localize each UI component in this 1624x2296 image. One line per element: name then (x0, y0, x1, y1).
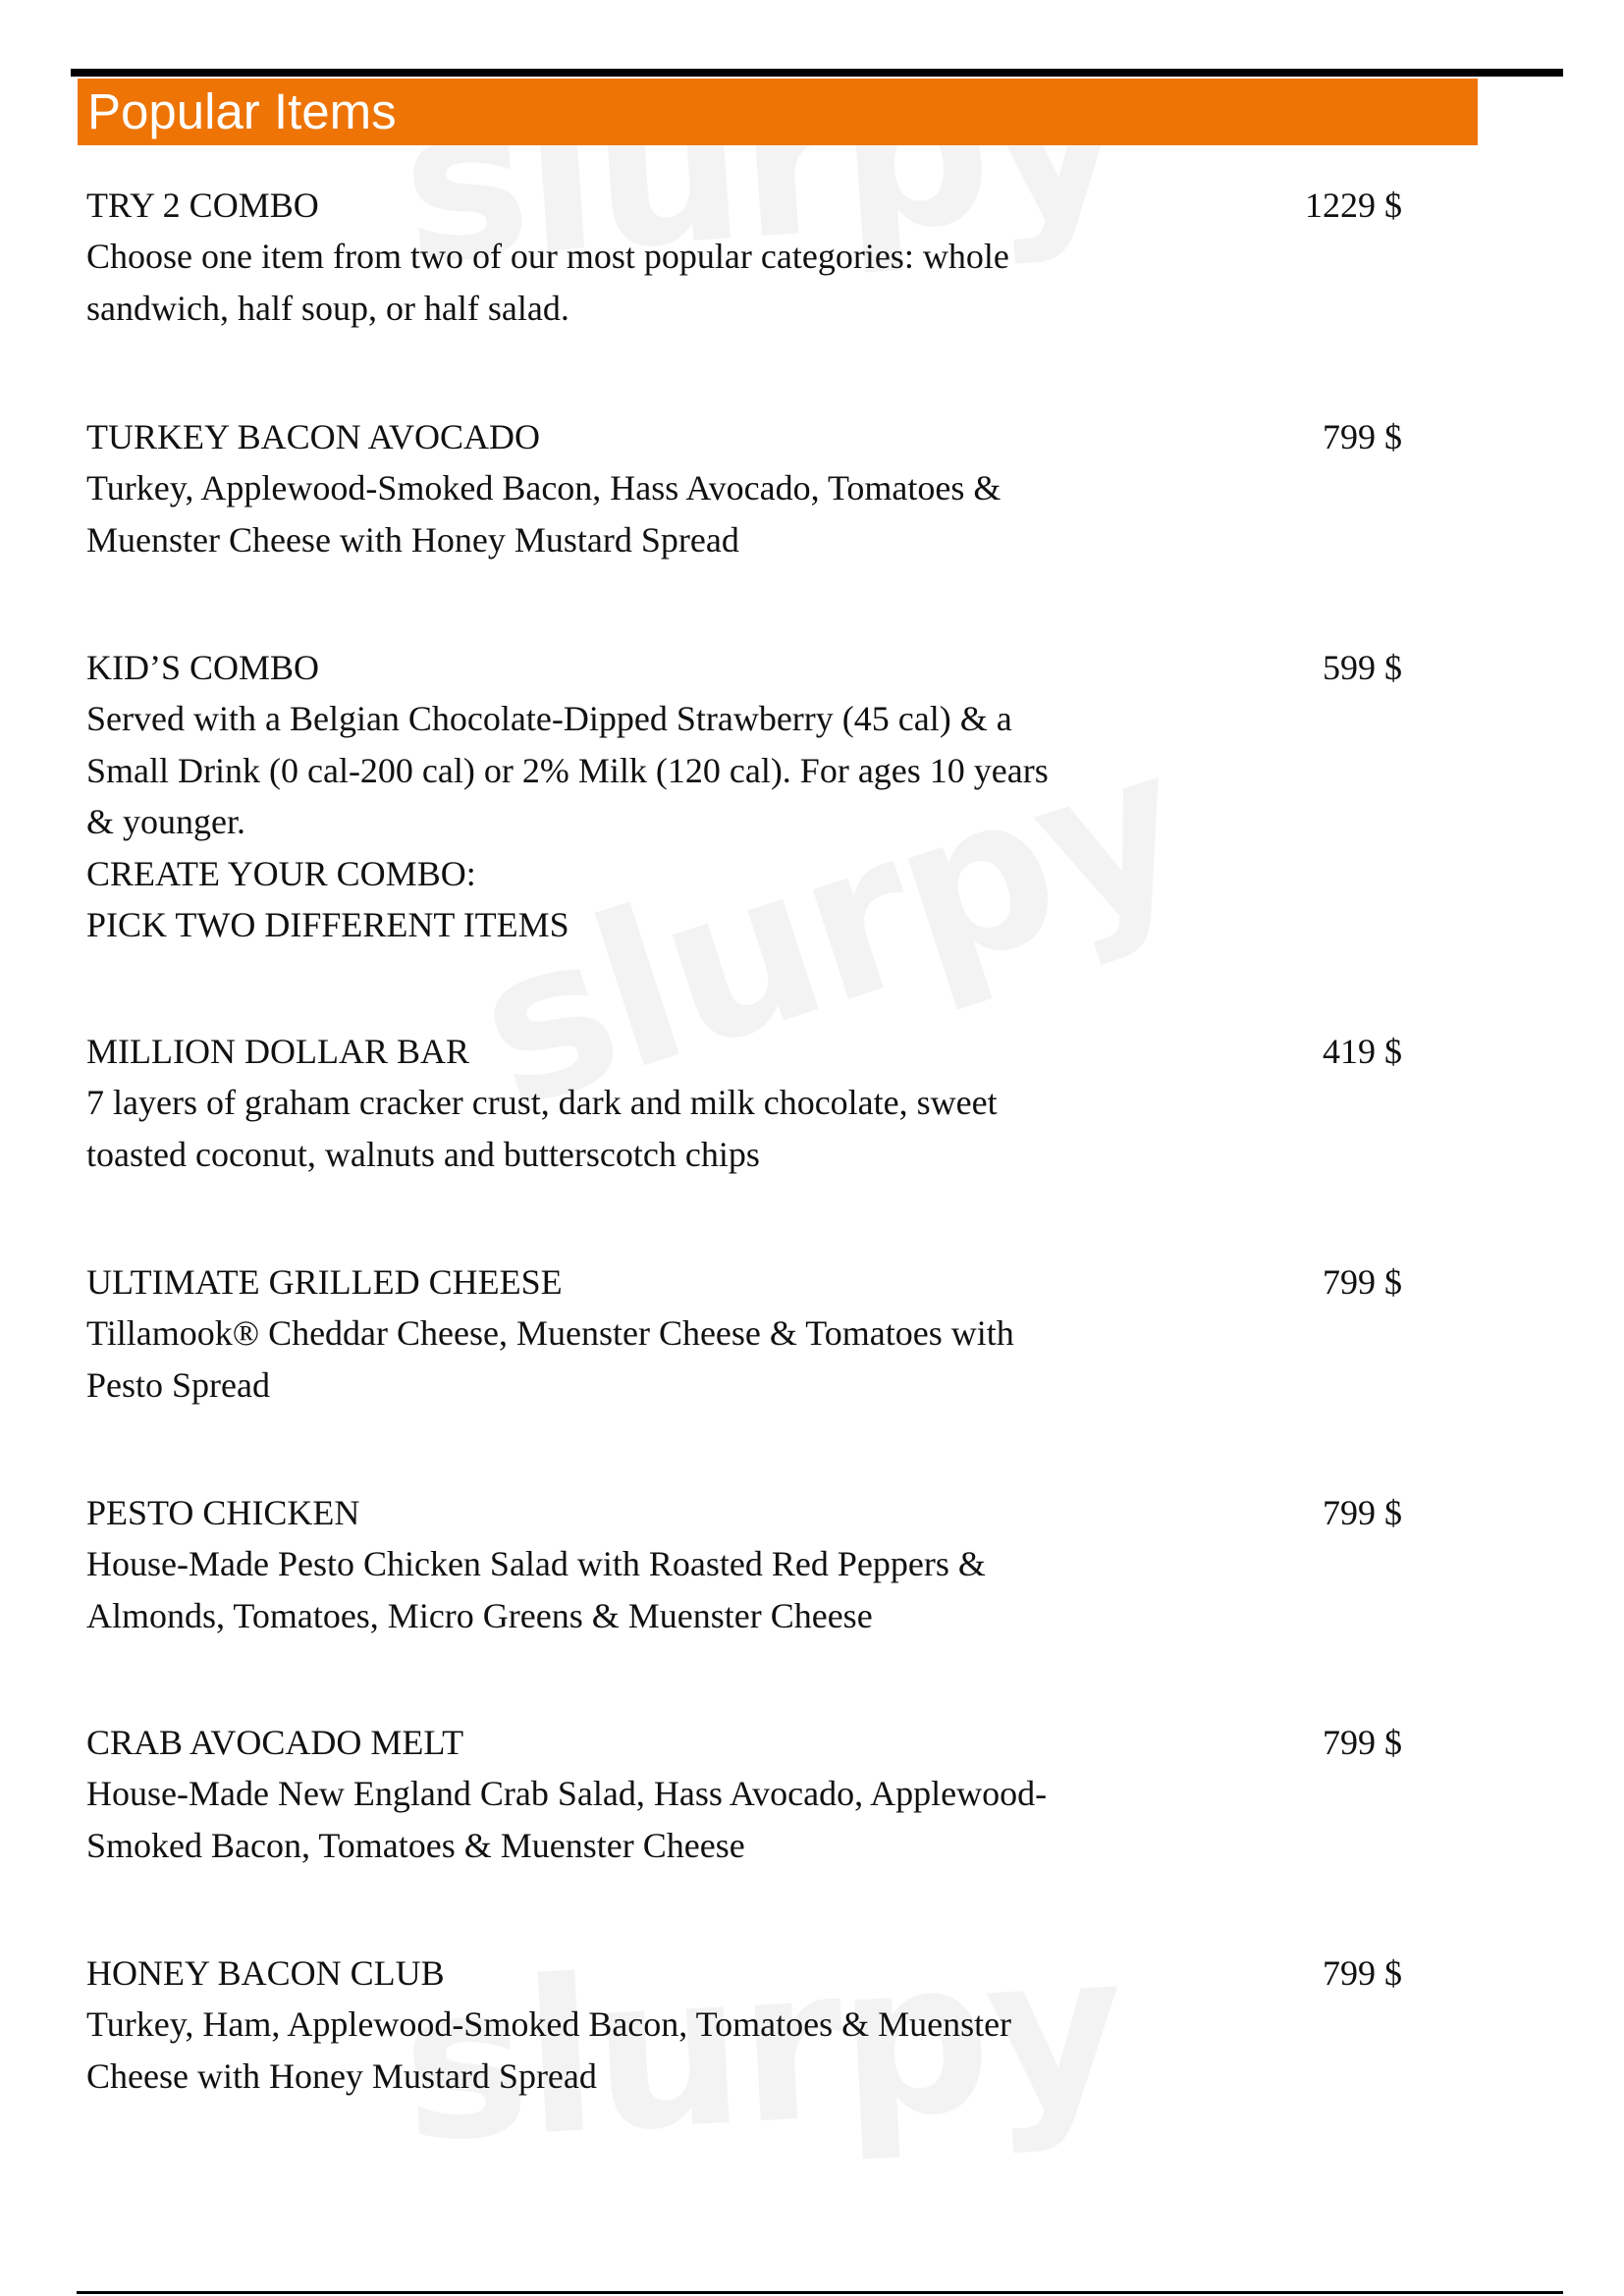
item-description (86, 1768, 1245, 1871)
description-line: Turkey, Ham, Applewood-Smoked Bacon, Tomatoes & Muenster (86, 2004, 1012, 2044)
section-title: Popular Items (87, 83, 397, 139)
item-price: 799 $ (1323, 1262, 1402, 1302)
item-description (86, 462, 1245, 565)
item-name: TRY 2 COMBO (86, 186, 319, 225)
description-line: Pesto Spread (86, 1364, 270, 1405)
description-line: Muenster Cheese with Honey Mustard Spread (86, 519, 739, 560)
item-description (86, 1077, 1245, 1180)
item-price: 599 $ (1323, 648, 1402, 687)
section-header (78, 79, 1478, 145)
item-name: KID’S COMBO (86, 648, 320, 687)
item-name: PESTO CHICKEN (86, 1493, 360, 1532)
item-description (86, 231, 1245, 334)
item-description (86, 1538, 1245, 1641)
item-name: MILLION DOLLAR BAR (86, 1032, 469, 1071)
description-line: 7 layers of graham cracker crust, dark and milk chocolate, sweet (86, 1083, 998, 1122)
description-line: & younger. (86, 802, 245, 841)
description-line: Smoked Bacon, Tomatoes & Muenster Cheese (86, 1825, 745, 1865)
item-price: 799 $ (1323, 417, 1402, 456)
description-line: House-Made Pesto Chicken Salad with Roasted Red Peppers & (86, 1544, 986, 1583)
item-name: ULTIMATE GRILLED CHEESE (86, 1262, 563, 1302)
item-price: 799 $ (1323, 1953, 1402, 1993)
item-price: 419 $ (1323, 1032, 1402, 1071)
description-line: Small Drink (0 cal-200 cal) or 2% Milk (120 cal). For ages 10 years (86, 750, 1049, 790)
description-line: Served with a Belgian Chocolate-Dipped Strawberry (45 cal) & a (86, 699, 1012, 738)
description-line: toasted coconut, walnuts and butterscotch chips (86, 1134, 760, 1174)
description-line: Tillamook® Cheddar Cheese, Muenster Cheese & Tomatoes with (86, 1313, 1014, 1353)
description-line: Cheese with Honey Mustard Spread (86, 2056, 597, 2096)
description-line: House-Made New England Crab Salad, Hass Avocado, Applewood- (86, 1774, 1048, 1813)
top-divider (71, 69, 1563, 77)
item-price: 799 $ (1323, 1493, 1402, 1532)
item-description (86, 1308, 1245, 1411)
item-price: 1229 $ (1305, 186, 1402, 225)
item-price: 799 $ (1323, 1723, 1402, 1762)
bottom-divider (77, 2291, 1563, 2294)
item-description (86, 1999, 1245, 2102)
description-line: PICK TWO DIFFERENT ITEMS (86, 905, 569, 944)
description-line: CREATE YOUR COMBO: (86, 853, 476, 893)
description-line: Choose one item from two of our most popular categories: whole (86, 237, 1009, 276)
item-description (86, 693, 1245, 951)
description-line: Almonds, Tomatoes, Micro Greens & Muenster Cheese (86, 1595, 873, 1635)
item-name: CRAB AVOCADO MELT (86, 1723, 464, 1762)
item-name: HONEY BACON CLUB (86, 1953, 445, 1993)
description-line: sandwich, half soup, or half salad. (86, 288, 569, 328)
description-line: Turkey, Applewood-Smoked Bacon, Hass Avocado, Tomatoes & (86, 468, 1001, 507)
item-name: TURKEY BACON AVOCADO (86, 417, 541, 456)
